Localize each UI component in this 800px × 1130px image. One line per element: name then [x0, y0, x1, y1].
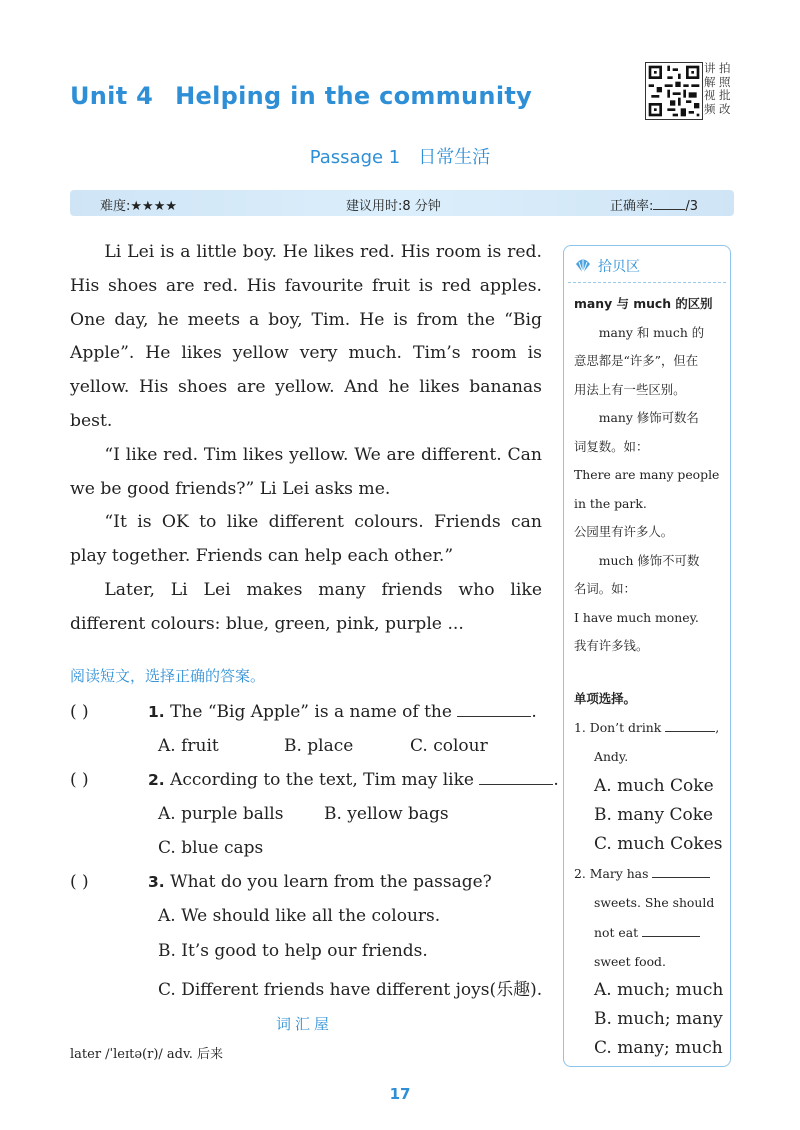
q2-continuation — [574, 918, 724, 947]
exercise-title: 单项选择。 — [574, 691, 636, 706]
q1-continuation: Andy. — [594, 749, 629, 765]
option-a[interactable]: A. We should like all the colours. — [158, 906, 441, 926]
note-line: 词复数。如： — [574, 438, 649, 454]
question-instruction: 阅读短文，选择正确的答案。 — [70, 667, 266, 685]
passage-paragraph: Li Lei is a little boy. He likes red. His room is red. His shoes are red. His favourite fruit is red apples. One day, he meets a boy, Tim. He is from the “Big Apple”. He likes yellow very much. Tim’s room is yellow. His shoes are yellow. And he likes bananas best. — [70, 242, 542, 431]
option-b[interactable]: B. place — [284, 736, 354, 756]
q2-blank-1[interactable] — [652, 865, 710, 878]
sidebar-header — [574, 256, 640, 276]
answer-bracket[interactable]: ( ) — [70, 872, 89, 892]
note-line: in the park. — [574, 495, 647, 511]
passage-paragraph: “I like red. Tim likes yellow. We are different. Can we be good friends?” Li Lei asks me. — [70, 444, 542, 499]
sidebar-divider — [568, 282, 726, 283]
qr-code-icon[interactable] — [645, 62, 703, 120]
passage-paragraph: Later, Li Lei makes many friends who like different colours: blue, green, pink, purple ... — [70, 579, 542, 634]
answer-bracket[interactable]: ( ) — [70, 702, 89, 722]
question-text: The “Big Apple” is a name of the — [170, 702, 452, 722]
qr-caption-char: 视 — [704, 88, 716, 102]
unit-name: Helping in the community — [175, 82, 533, 110]
q2-text: not eat — [594, 924, 639, 940]
option-c[interactable]: C. Different friends have different joys(乐趣). — [158, 980, 543, 1000]
q2-continuation: sweets. She should — [594, 895, 715, 911]
info-bar — [70, 190, 734, 216]
question-text: What do you learn from the passage? — [170, 872, 492, 892]
unit-title — [70, 82, 532, 110]
note-line: I have much money. — [574, 609, 699, 625]
q1-option-a[interactable]: A. much Coke — [594, 775, 714, 796]
q2-option-a[interactable]: A. much; much — [594, 980, 724, 1001]
passage-label: Passage 1 — [309, 147, 401, 168]
question-3 — [70, 872, 492, 892]
page-number: 17 — [389, 1085, 411, 1103]
note-line: 用法上有一些区别。 — [574, 381, 686, 397]
q1-text: 1. Don’t drink — [574, 720, 662, 736]
note-line: many 修饰可数名 — [598, 410, 699, 425]
passage-heading — [0, 143, 800, 169]
qr-caption-char: 改 — [719, 101, 731, 116]
qr-caption-char: 解 — [704, 74, 716, 89]
sidebar-notes — [574, 290, 724, 661]
qr-caption-char: 讲 — [704, 61, 716, 75]
vocab-entry: later /ˈleɪtə(r)/ adv. 后来 — [70, 1047, 224, 1062]
note-line: 意思都是“许多”，但在 — [574, 353, 699, 368]
q1-option-b[interactable]: B. many Coke — [594, 804, 714, 825]
suggested-time: 建议用时:8 分钟 — [346, 199, 441, 214]
vocab-title: 词汇屋 — [276, 1015, 334, 1033]
answer-blank — [457, 702, 531, 717]
answer-bracket[interactable]: ( ) — [70, 770, 89, 790]
q2-text: 2. Mary has — [574, 866, 649, 882]
tip-sidebar — [563, 245, 731, 1067]
accuracy-field — [610, 195, 698, 214]
option-a[interactable]: A. fruit — [158, 736, 219, 756]
question-tail: . — [531, 702, 537, 722]
accuracy-total: /3 — [685, 199, 699, 214]
sidebar-subtitle: many 与 much 的区别 — [574, 296, 713, 311]
difficulty-label: 难度:★★★★ — [100, 199, 177, 214]
q2-option-c[interactable]: C. many; much — [594, 1038, 723, 1059]
sidebar-title: 拾贝区 — [598, 259, 640, 275]
unit-number: Unit 4 — [70, 82, 154, 110]
question-number: 3. — [148, 873, 165, 891]
qr-caption-char: 照 — [719, 74, 731, 89]
q2-blank-2[interactable] — [642, 924, 700, 937]
sidebar-exercise — [574, 684, 724, 1064]
q1-blank[interactable] — [665, 719, 715, 732]
option-b[interactable]: B. yellow bags — [324, 804, 449, 824]
qr-caption — [704, 62, 734, 116]
question-text: According to the text, Tim may like — [170, 770, 474, 790]
exercise-q1 — [574, 720, 719, 735]
q1-option-c[interactable]: C. much Cokes — [594, 834, 723, 855]
note-line: 公园里有许多人。 — [574, 524, 674, 539]
note-line: many 和 much 的 — [598, 324, 705, 340]
option-c[interactable]: C. blue caps — [158, 838, 264, 858]
passage-topic: 日常生活 — [418, 147, 491, 168]
note-line: 我有许多钱。 — [574, 638, 649, 653]
exercise-q2 — [574, 866, 710, 881]
passage-paragraph: “It is OK to like different colours. Friends can play together. Friends can help each other.” — [70, 512, 542, 567]
qr-caption-char: 拍 — [719, 61, 731, 75]
question-2 — [70, 770, 559, 790]
qr-caption-char: 批 — [719, 88, 731, 102]
reading-passage — [70, 236, 542, 642]
accuracy-label: 正确率: — [610, 199, 654, 214]
question-number: 2. — [148, 771, 165, 789]
qr-pattern — [646, 63, 702, 119]
note-line: 名词。如： — [574, 581, 636, 596]
option-c[interactable]: C. colour — [410, 736, 488, 756]
shell-icon — [574, 258, 592, 274]
note-line: much 修饰不可数 — [598, 552, 700, 568]
q1-end: , — [715, 720, 720, 736]
option-a[interactable]: A. purple balls — [158, 804, 284, 824]
answer-blank — [479, 770, 553, 785]
note-line: There are many people — [574, 467, 720, 482]
option-b[interactable]: B. It’s good to help our friends. — [158, 941, 428, 961]
accuracy-blank[interactable] — [653, 197, 685, 210]
q2-continuation: sweet food. — [594, 953, 666, 969]
question-1 — [70, 702, 537, 722]
question-number: 1. — [148, 703, 165, 721]
question-tail: . — [553, 770, 559, 790]
q2-option-b[interactable]: B. much; many — [594, 1009, 723, 1030]
qr-caption-char: 频 — [704, 101, 716, 116]
